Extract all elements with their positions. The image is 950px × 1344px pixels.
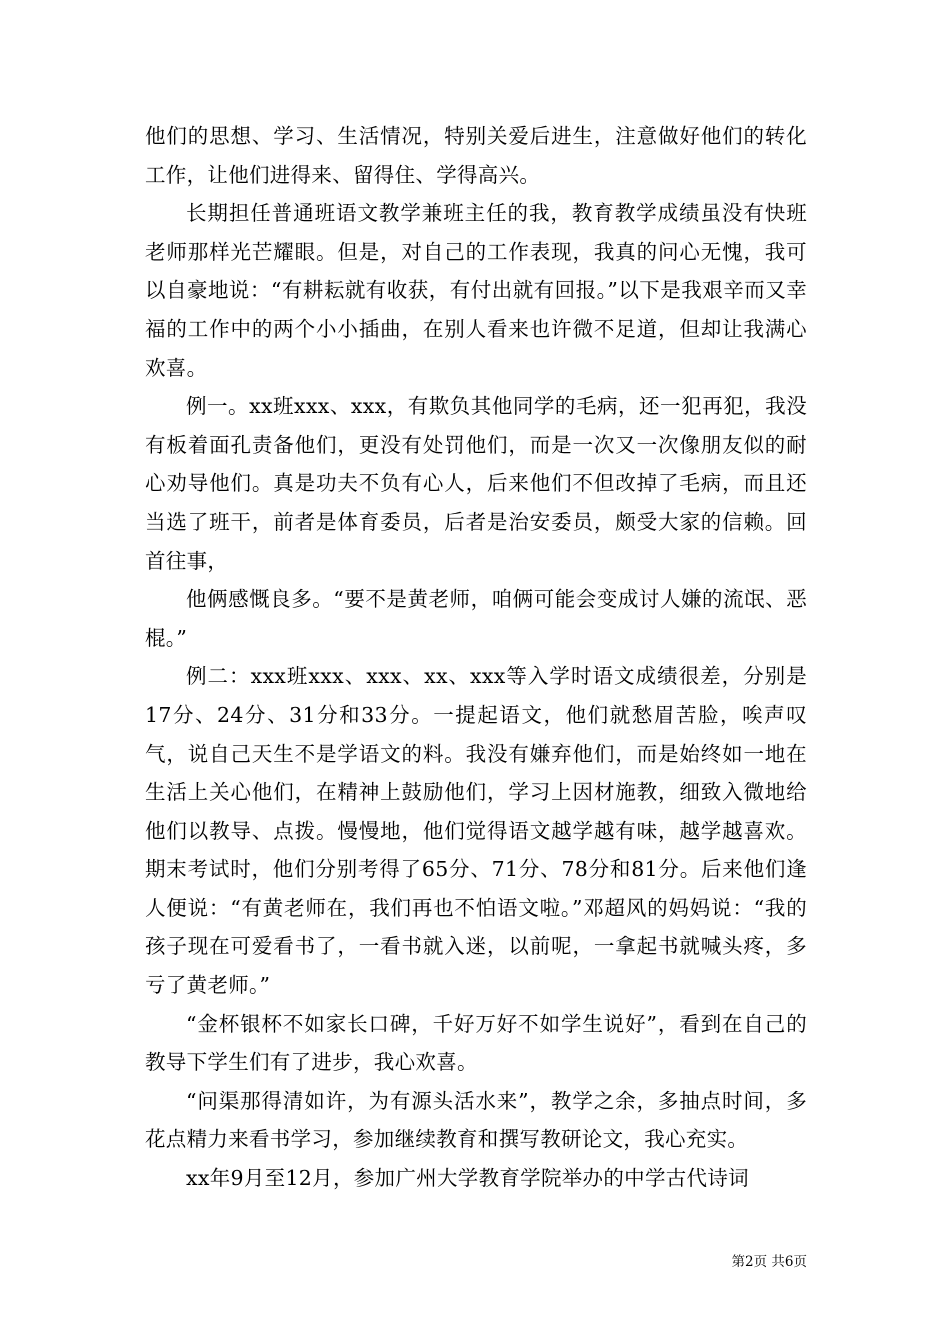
paragraph-8: xx年9月至12月，参加广州大学教育学院举办的中学古代诗词 bbox=[186, 1166, 749, 1191]
paragraph-3: 例一。xx班xxx、xxx，有欺负其他同学的毛病，还一犯再犯，我没有板着面孔责备他们，更没有处罚他们，而是一次又一次像朋友似的耐心劝导他们。真是功夫不负有心人，后来他们不但改掉了毛病，而且还当选了班干，前者是体育委员，后者是治安委员，颇受大家的信赖。回首往事， bbox=[145, 394, 807, 573]
document-body bbox=[145, 117, 807, 1198]
paragraph-6: “金杯银杯不如家长口碑，千好万好不如学生说好”，看到在自己的教导下学生们有了进步，我心欢喜。 bbox=[145, 1011, 807, 1075]
paragraph-1: 他们的思想、学习、生活情况，特别关爱后进生，注意做好他们的转化工作，让他们进得来、留得住、学得高兴。 bbox=[145, 124, 807, 187]
paragraph-5: 例二：xxx班xxx、xxx、xx、xxx等入学时语文成绩很差，分别是17分、24分、31分和33分。一提起语文，他们就愁眉苦脸，唉声叹气，说自己天生不是学语文的料。我没有嫌弃他们，而是始终如一地在生活上关心他们，在精神上鼓励他们，学习上因材施教，细致入微地给他们以教导、点拨。慢慢地，他们觉得语文越学越有味，越学越喜欢。期末考试时，他们分别考得了65分、71分、78分和81分。后来他们逢人便说：“有黄老师在，我们再也不怕语文啦。”邓超风的妈妈说：“我的孩子现在可爱看书了，一看书就入迷，以前呢，一拿起书就喊头疼，多亏了黄老师。” bbox=[145, 664, 807, 998]
paragraph-2: 长期担任普通班语文教学兼班主任的我，教育教学成绩虽没有快班老师那样光芒耀眼。但是，对自己的工作表现，我真的问心无愧，我可以自豪地说：“有耕耘就有收获，有付出就有回报。”以下是我艰辛而又幸福的工作中的两个小小插曲，在别人看来也许微不足道，但却让我满心欢喜。 bbox=[145, 201, 807, 380]
page-number-footer: 第2页 共6页 bbox=[731, 1254, 807, 1270]
paragraph-4: 他俩感慨良多。“要不是黄老师，咱俩可能会变成讨人嫌的流氓、恶棍。” bbox=[145, 587, 807, 650]
paragraph-7: “问渠那得清如许，为有源头活水来”，教学之余，多抽点时间，多花点精力来看书学习，参加继续教育和撰写教研论文，我心充实。 bbox=[145, 1088, 807, 1152]
